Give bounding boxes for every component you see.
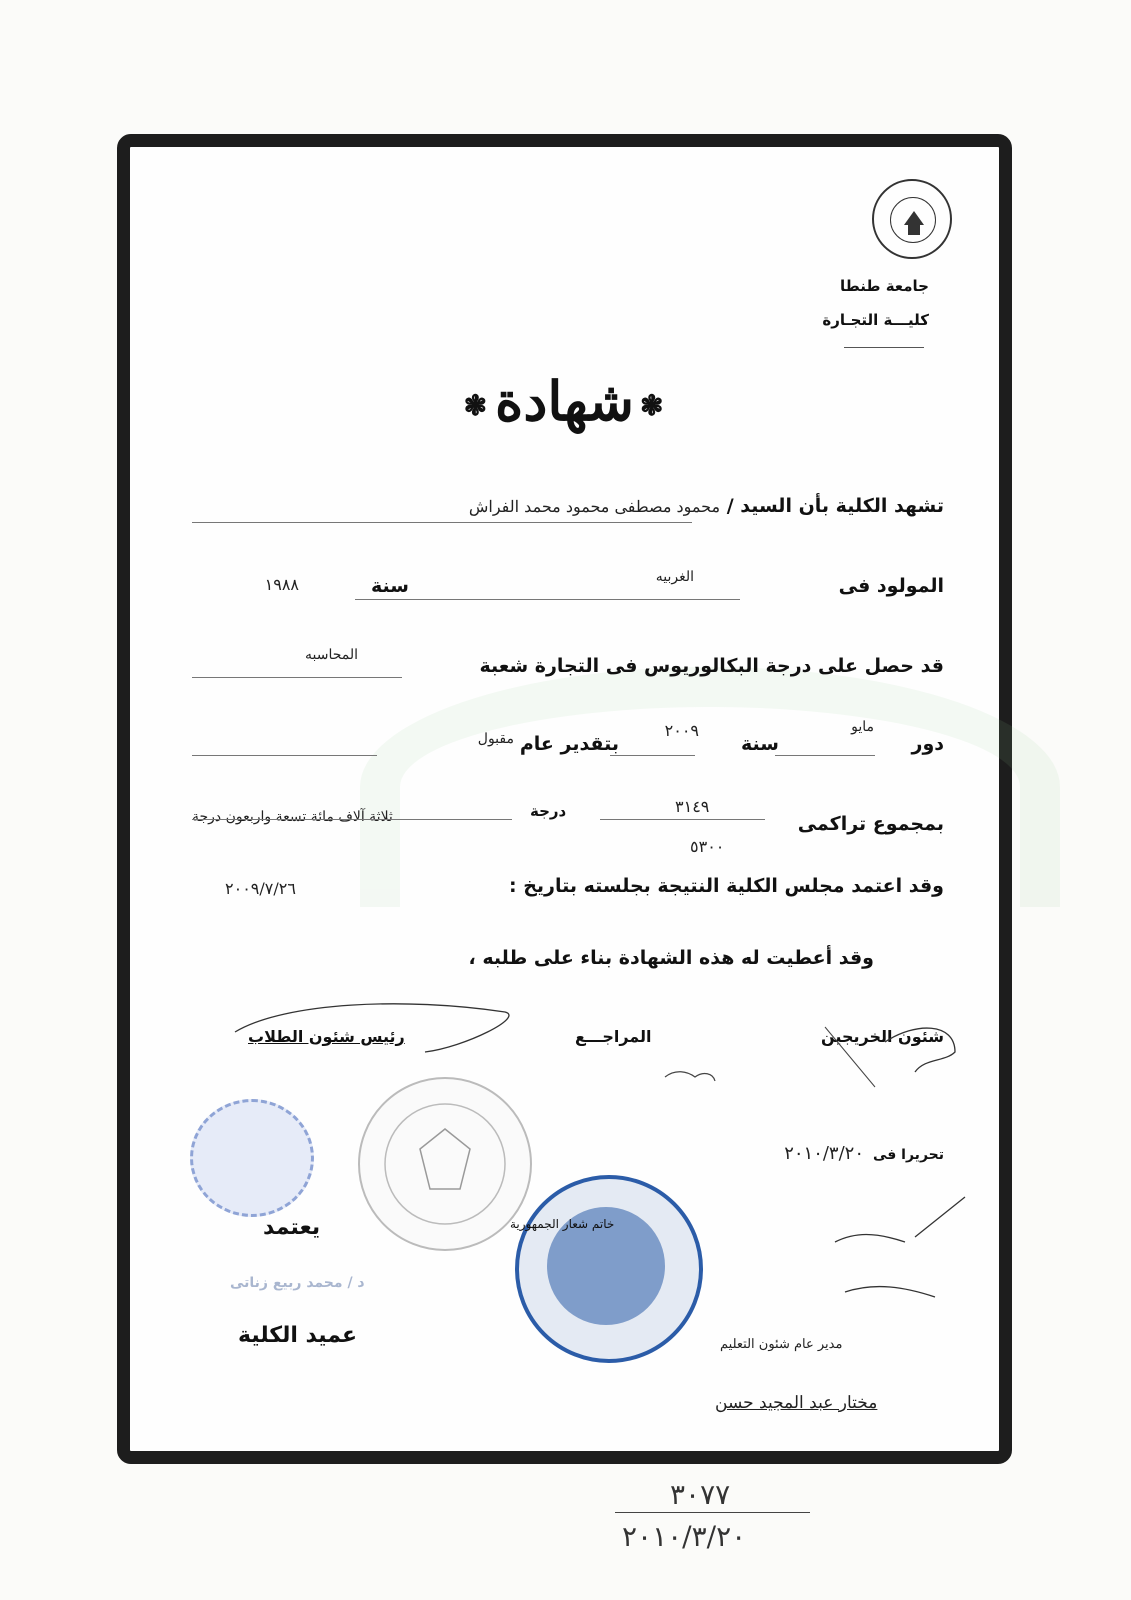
line-session (192, 719, 944, 755)
council-date: ٢٠٠٩/٧/٢٦ (225, 879, 296, 898)
score-value: ٣١٤٩ (675, 797, 710, 816)
date-scribbles (825, 1192, 1025, 1312)
eagle-stamp (358, 1077, 532, 1251)
grade-value: مقبول (477, 731, 514, 747)
degree-word: درجة (530, 802, 567, 820)
grade-label: بتقدير عام (519, 733, 619, 755)
seal-label: خاتم شعار الجمهورية (510, 1217, 615, 1231)
dean-name: د / محمد ربيع زناتى (230, 1275, 365, 1291)
score-label: بمجموع تراكمى (797, 813, 944, 835)
birth-underline (355, 599, 740, 600)
granted-text: وقد أعطيت له هذه الشهادة بناء على طلبه ، (468, 947, 874, 969)
edu-director: مدير عام شئون التعليم (720, 1337, 843, 1352)
director-name: مختار عبد المجيد حسن (715, 1393, 878, 1413)
line-degree (479, 655, 944, 677)
student-affairs-head: رئيس شئون الطلاب (248, 1027, 405, 1046)
score-in-words: ثلاثة آلاف مائة تسعة واربعون درجة (192, 809, 393, 825)
score-total: ٥٣٠٠ (690, 837, 725, 856)
approve: يعتمد (263, 1215, 321, 1240)
reviewer: المراجـــع (575, 1027, 652, 1046)
eagle-icon (360, 1079, 530, 1249)
republic-seal-stamp (515, 1175, 703, 1363)
degree-label: قد حصل على درجة البكالوريوس فى التجارة شعبة (479, 655, 944, 677)
header-underline (844, 347, 924, 348)
name-underline (192, 522, 692, 523)
birth-place: الغربيه (655, 569, 694, 585)
margin-note-divider (615, 1512, 810, 1513)
grade-underline (192, 755, 377, 756)
session-year: ٢٠٠٩ (664, 721, 699, 740)
university-seal (872, 179, 952, 259)
words-strike (192, 819, 512, 820)
birth-year: ١٩٨٨ (264, 575, 299, 594)
certificate-title: ❃شهادة❃ (463, 369, 666, 433)
ornament-icon: ❃ (463, 389, 490, 423)
ornament-icon: ❃ (639, 389, 666, 423)
year-underline (610, 755, 695, 756)
session-month: مايو (851, 719, 874, 735)
line-birth (200, 569, 944, 597)
watermark (360, 667, 1060, 907)
dept-underline (192, 677, 402, 678)
department: المحاسبه (305, 647, 359, 663)
birth-year-label: سنة (371, 575, 409, 597)
dean-title: عميد الكلية (238, 1323, 358, 1348)
name-label: تشهد الكلية بأن السيد / (726, 495, 944, 517)
month-underline (775, 755, 875, 756)
council-label: وقد اعتمد مجلس الكلية النتيجة بجلسته بتاريخ : (508, 875, 944, 897)
margin-note-number: ٣٠٧٧ (670, 1478, 731, 1511)
line-score (798, 813, 944, 835)
score-underline (600, 819, 765, 820)
graduates-affairs: شئون الخريجين (821, 1027, 944, 1046)
line-name (469, 495, 944, 517)
student-name: محمود مصطفى محمود محمد الفراش (468, 497, 721, 516)
university-name: جامعة طنطا (839, 277, 929, 295)
issued-date: ٢٠١٠/٣/٢٠ (784, 1143, 864, 1164)
margin-note-date: ٢٠١٠/٣/٢٠ (622, 1520, 747, 1553)
birth-label: المولود فى (838, 575, 944, 597)
line-council (509, 875, 944, 897)
seal-emblem-icon (874, 181, 954, 261)
issued-label: تحريرا فى (872, 1147, 944, 1163)
university-header (822, 269, 929, 337)
certificate-frame (117, 134, 1012, 1464)
signature-scribbles (225, 987, 1005, 1107)
session-label: دور (911, 733, 944, 755)
faded-stamp (190, 1099, 314, 1217)
line-granted (468, 947, 874, 969)
faculty-name: كليـــة التجـارة (822, 311, 929, 329)
session-year-label: سنة (741, 733, 779, 755)
